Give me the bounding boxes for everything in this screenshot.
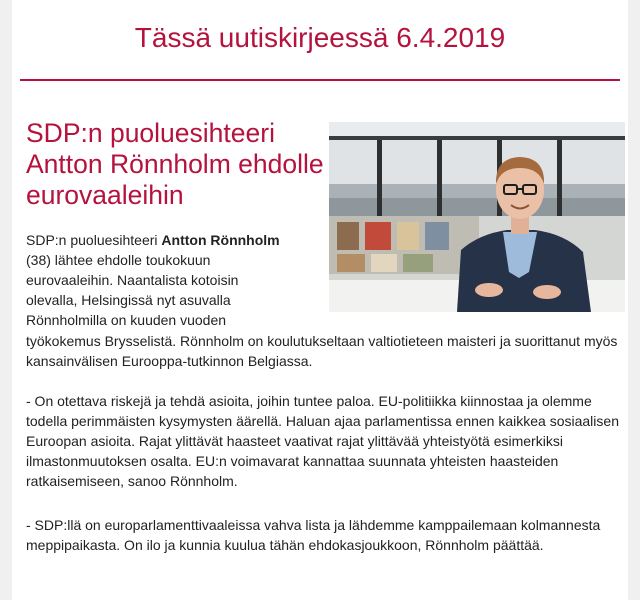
lead-line-2: (38) lähtee ehdolle toukokuun [26, 252, 211, 268]
lead-line-3: eurovaaleihin. Naantalista kotoisin [26, 272, 239, 288]
newsletter-banner [12, 0, 628, 72]
lead-continuation: työkokemus Brysselistä. Rönnholm on koulutukseltaan valtiotieteen maisteri ja suorittanut myös kansainvälisen Eurooppa-tutkinnon Belgiassa. [26, 333, 618, 369]
lead-prefix: SDP:n puoluesihteeri [26, 232, 162, 248]
candidate-name: Antton Rönnholm [161, 232, 280, 248]
article-paragraph: - SDP:llä on europarlamenttivaaleissa vahva lista ja lähdemme kamppailemaan kolmannesta meppipaikasta. On ilo ja kunnia kuulua tähän ehdokasjoukkoon, Rönnholm päättää. [26, 517, 601, 553]
candidate-photo-image [329, 122, 625, 312]
candidate-photo[interactable] [329, 122, 625, 312]
newsletter-title: Tässä uutiskirjeessä 6.4.2019 [134, 22, 506, 53]
lead-line-4: olevalla, Helsingissä nyt asuvalla [26, 292, 231, 308]
article-headline[interactable]: SDP:n puoluesihteeri Antton Rönnholm ehdolle eurovaaleihin [26, 118, 324, 210]
lead-line-1 [26, 230, 326, 250]
newsletter-sheet [12, 0, 628, 600]
lead-line-5: Rönnholmilla on kuuden vuoden [26, 312, 227, 328]
article-lead [26, 230, 326, 330]
article-paragraph: - On otettava riskejä ja tehdä asioita, joihin tuntee paloa. EU-politiikka kiinnostaa ja olemme todella perimmäisten kysymysten äärellä. Haluan ajaa parlamentissa ennen kaikkea sosiaalisen Euroopan asioita. Rajat ylittävät haasteet vaativat rajat ylittävää yhteistyötä esimerkiksi ilmastonmuutoksen osalta. EU:n voimavarat kannattaa suunnata yhteisten haasteiden ratkaisemiseen, sanoo Rönnholm. [26, 393, 619, 489]
section-divider [20, 79, 620, 81]
